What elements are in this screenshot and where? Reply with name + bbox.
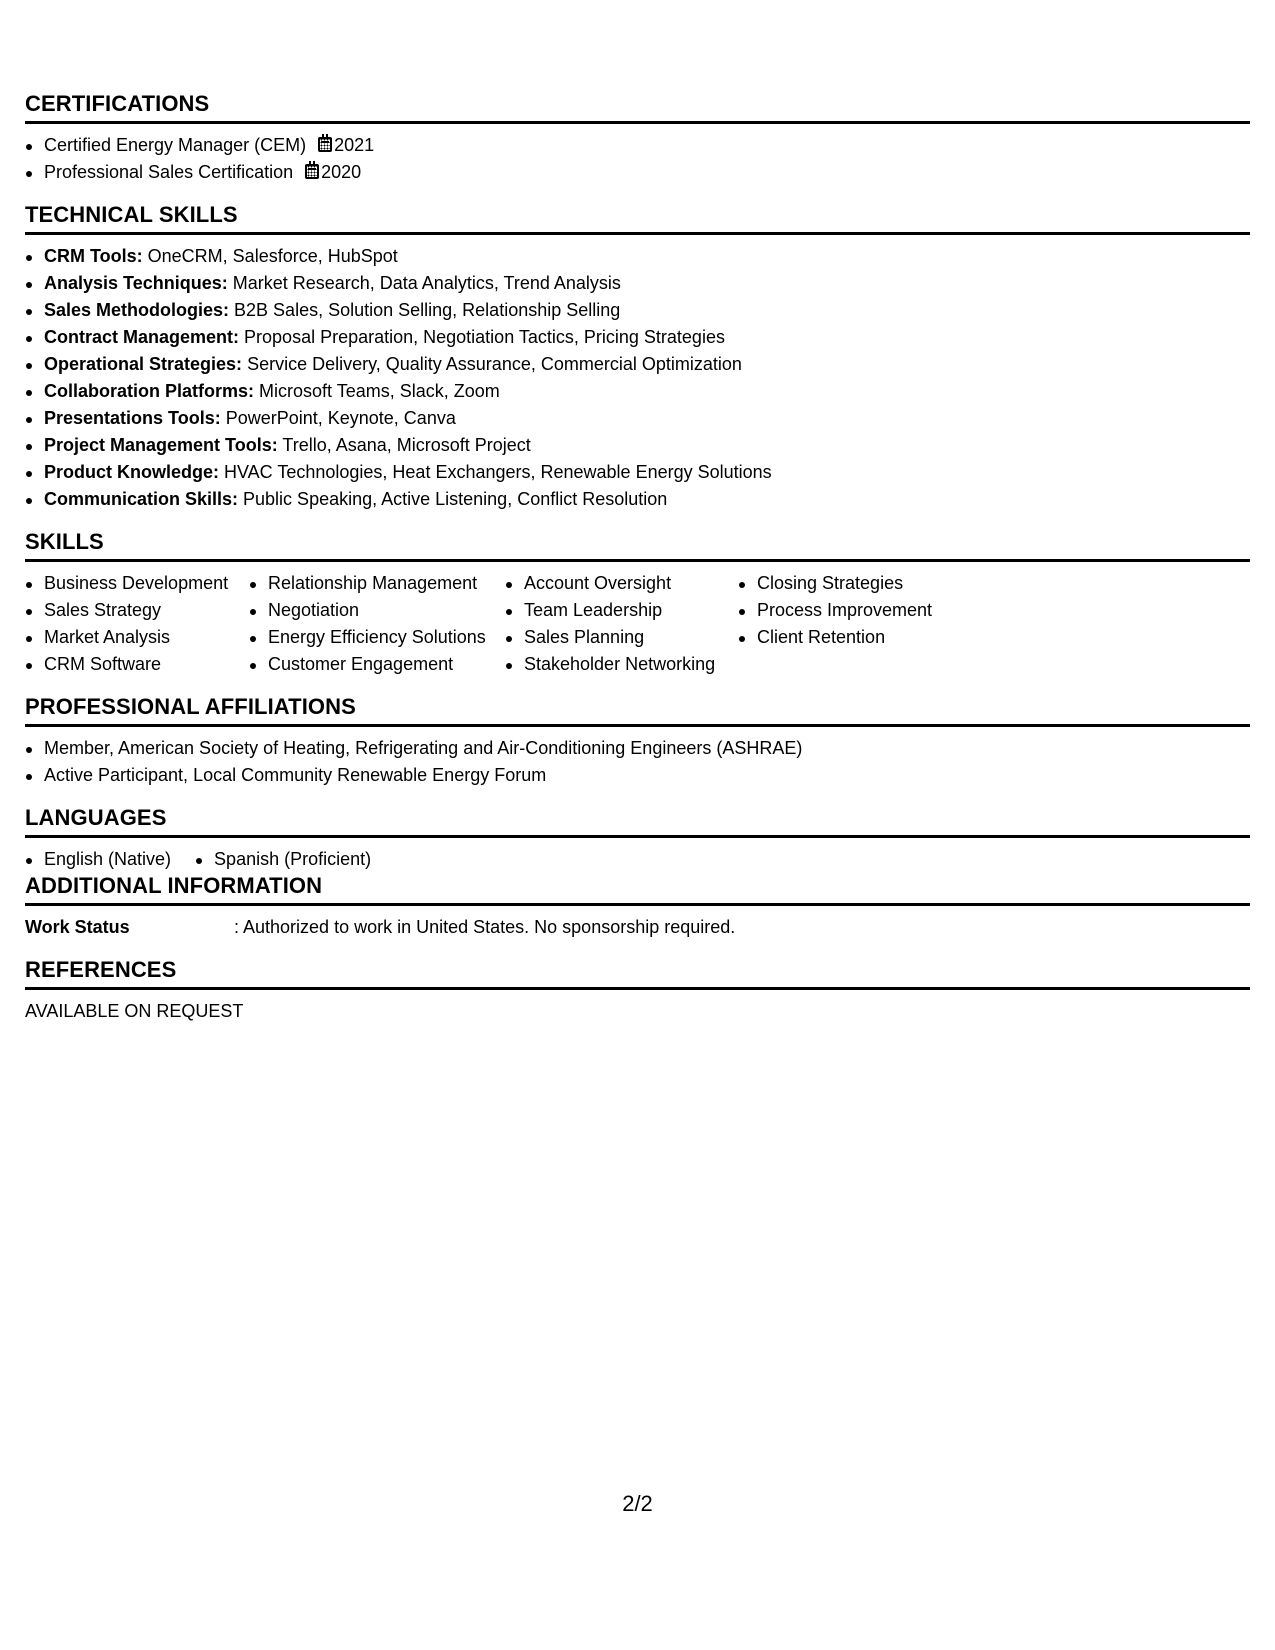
- skills-section: [25, 529, 1250, 678]
- skill-category-value: Microsoft Teams, Slack, Zoom: [254, 381, 500, 401]
- skill-item: Process Improvement: [738, 597, 998, 624]
- additional-info-heading: ADDITIONAL INFORMATION: [25, 873, 323, 898]
- references-section: [25, 957, 1250, 1025]
- affiliations-heading: PROFESSIONAL AFFILIATIONS: [25, 694, 356, 719]
- additional-info-section: [25, 873, 1250, 941]
- technical-skills-heading: TECHNICAL SKILLS: [25, 202, 238, 227]
- languages-heading: LANGUAGES: [25, 805, 167, 830]
- technical-skill-item: [25, 297, 1250, 324]
- skill-category-value: PowerPoint, Keynote, Canva: [220, 408, 456, 428]
- skills-heading: SKILLS: [25, 529, 104, 554]
- section-divider: [25, 724, 1250, 727]
- technical-skills-list: [25, 243, 1250, 513]
- certifications-list: [25, 132, 1250, 186]
- section-divider: [25, 987, 1250, 990]
- skill-item: Stakeholder Networking: [505, 651, 738, 678]
- skill-item: Negotiation: [249, 597, 505, 624]
- skill-item: Sales Planning: [505, 624, 738, 651]
- skills-column: [249, 570, 505, 678]
- skill-category-value: Service Delivery, Quality Assurance, Commercial Optimization: [242, 354, 742, 374]
- certifications-section: [25, 91, 1250, 186]
- technical-skill-item: [25, 486, 1250, 513]
- technical-skill-item: [25, 432, 1250, 459]
- skill-item: Energy Efficiency Solutions: [249, 624, 505, 651]
- certification-item: [25, 132, 1250, 159]
- work-status-value: : Authorized to work in United States. No sponsorship required.: [234, 917, 736, 937]
- page-number: 2/2: [622, 1491, 653, 1516]
- skill-category-value: HVAC Technologies, Heat Exchangers, Renewable Energy Solutions: [219, 462, 772, 482]
- skill-item: Sales Strategy: [25, 597, 249, 624]
- affiliation-item: Active Participant, Local Community Renewable Energy Forum: [25, 762, 1250, 789]
- certification-year: 2020: [321, 162, 362, 182]
- references-text: AVAILABLE ON REQUEST: [25, 1001, 244, 1021]
- languages-section: [25, 805, 1250, 873]
- certifications-heading: CERTIFICATIONS: [25, 91, 210, 116]
- skills-column: [505, 570, 738, 678]
- work-status-label: Work Status: [25, 917, 130, 937]
- technical-skill-item: [25, 270, 1250, 297]
- skill-item: Client Retention: [738, 624, 998, 651]
- skill-category-label: Project Management Tools:: [44, 435, 278, 455]
- calendar-icon: [318, 137, 332, 152]
- technical-skill-item: [25, 351, 1250, 378]
- skill-item: Team Leadership: [505, 597, 738, 624]
- section-divider: [25, 903, 1250, 906]
- skills-column: [25, 570, 249, 678]
- certification-item: [25, 159, 1250, 186]
- skill-category-value: Trello, Asana, Microsoft Project: [277, 435, 531, 455]
- skill-category-label: Contract Management:: [44, 327, 240, 347]
- certification-year: 2021: [334, 135, 375, 155]
- section-divider: [25, 559, 1250, 562]
- skill-category-label: Collaboration Platforms:: [44, 381, 255, 401]
- calendar-icon: [305, 164, 319, 179]
- language-item: Spanish (Proficient): [195, 846, 371, 873]
- skills-column: [738, 570, 998, 678]
- skill-category-value: OneCRM, Salesforce, HubSpot: [142, 246, 398, 266]
- section-divider: [25, 835, 1250, 838]
- references-heading: REFERENCES: [25, 957, 177, 982]
- skill-item: Market Analysis: [25, 624, 249, 651]
- skill-category-label: Presentations Tools:: [44, 408, 221, 428]
- languages-list: [25, 846, 1250, 873]
- resume-page: [25, 91, 1250, 1025]
- section-divider: [25, 232, 1250, 235]
- technical-skills-section: [25, 202, 1250, 513]
- skill-category-value: Public Speaking, Active Listening, Conflict Resolution: [238, 489, 668, 509]
- skill-item: Customer Engagement: [249, 651, 505, 678]
- technical-skill-item: [25, 324, 1250, 351]
- skill-item: Business Development: [25, 570, 249, 597]
- technical-skill-item: [25, 243, 1250, 270]
- skill-category-label: Sales Methodologies:: [44, 300, 230, 320]
- affiliations-section: [25, 694, 1250, 789]
- skill-item: CRM Software: [25, 651, 249, 678]
- skill-category-label: Operational Strategies:: [44, 354, 243, 374]
- skill-category-value: Proposal Preparation, Negotiation Tactics, Pricing Strategies: [239, 327, 725, 347]
- skill-category-label: CRM Tools:: [44, 246, 143, 266]
- skill-item: Relationship Management: [249, 570, 505, 597]
- skills-grid: [25, 570, 1250, 678]
- language-item: English (Native): [25, 846, 171, 873]
- technical-skill-item: [25, 405, 1250, 432]
- skill-item: Closing Strategies: [738, 570, 998, 597]
- technical-skill-item: [25, 459, 1250, 486]
- technical-skill-item: [25, 378, 1250, 405]
- skill-category-label: Communication Skills:: [44, 489, 239, 509]
- certification-name: Certified Energy Manager (CEM): [44, 135, 307, 155]
- skill-category-label: Analysis Techniques:: [44, 273, 228, 293]
- affiliation-item: Member, American Society of Heating, Refrigerating and Air-Conditioning Engineers (ASHRAE): [25, 735, 1250, 762]
- section-divider: [25, 121, 1250, 124]
- affiliations-list: [25, 735, 1250, 789]
- skill-category-value: Market Research, Data Analytics, Trend Analysis: [227, 273, 621, 293]
- skill-category-value: B2B Sales, Solution Selling, Relationship Selling: [229, 300, 621, 320]
- skill-category-label: Product Knowledge:: [44, 462, 219, 482]
- skill-item: Account Oversight: [505, 570, 738, 597]
- certification-name: Professional Sales Certification: [44, 162, 294, 182]
- work-status-row: [25, 914, 1250, 941]
